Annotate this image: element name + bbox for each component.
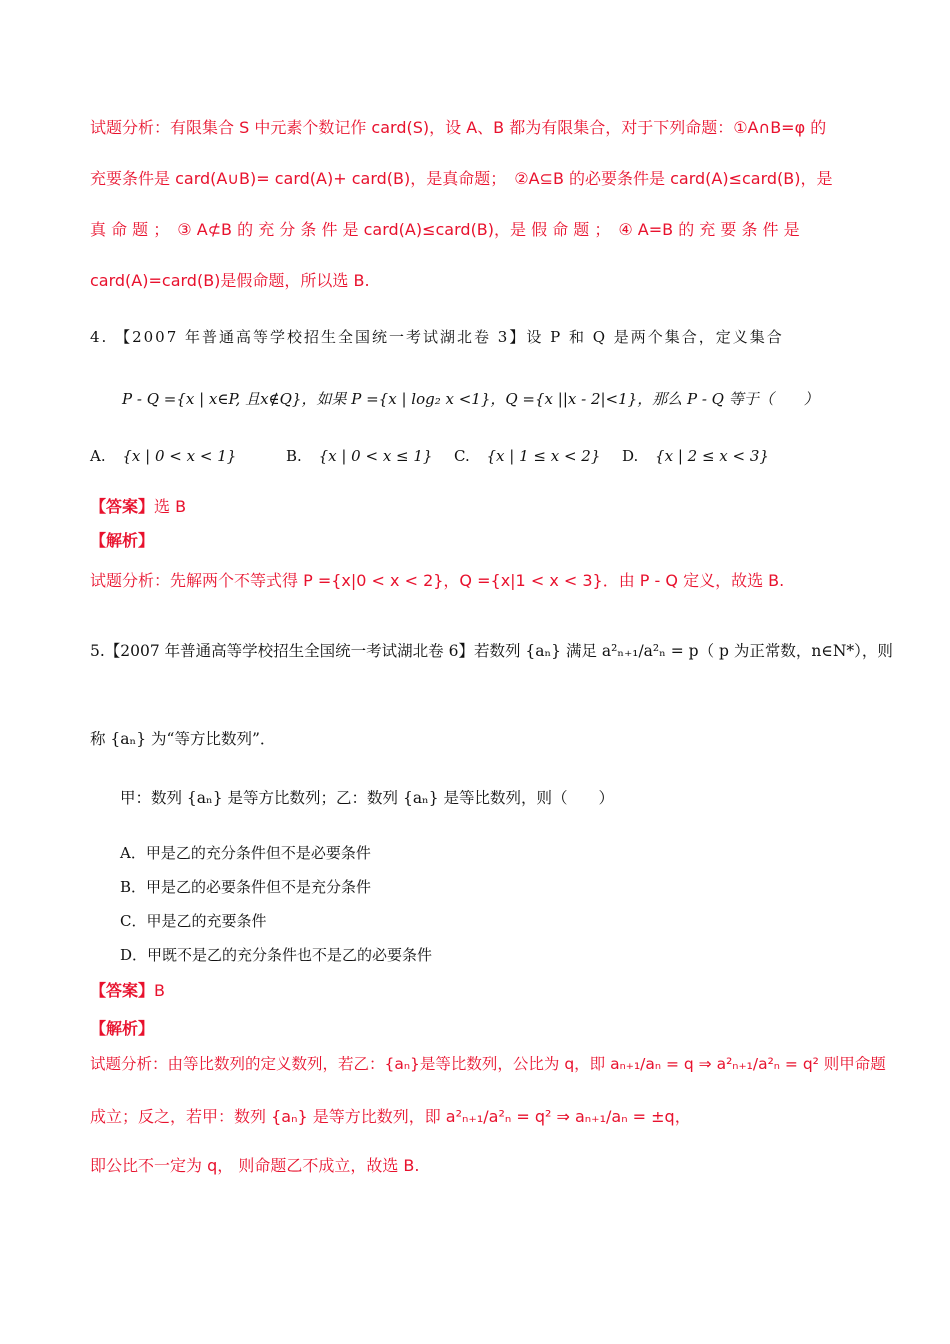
q4-definition: P - Q ={x | x∈P, 且x∉Q}，如果 P ={x | log₂ x <1}，Q ={x ||x - 2|<1}，那么 P - Q 等于（ ） — [122, 390, 819, 408]
q5-analysis-tag: 【解析】 — [90, 1019, 155, 1038]
q4-option-c: C. {x | 1 ≤ x < 2} — [454, 447, 601, 465]
q4-analysis: 试题分析：先解两个不等式得 P ={x|0 < x < 2}，Q ={x|1 < x < 3}．由 P - Q 定义，故选 B. — [90, 571, 785, 590]
q5-analysis-line2: 成立；反之，若甲：数列 {aₙ} 是等方比数列，即 a²ₙ₊₁/a²ₙ = q² ⇒ aₙ₊₁/aₙ = ±q， — [90, 1107, 691, 1126]
q3-analysis-line1: 试题分析：有限集合 S 中元素个数记作 card(S)，设 A、B 都为有限集合，对于下列命题：①A∩B=φ 的 — [90, 118, 827, 137]
q5-option-a: A．甲是乙的充分条件但不是必要条件 — [120, 844, 371, 862]
q4-answer: 【答案】选 B — [90, 497, 187, 516]
q5-analysis-line1: 试题分析：由等比数列的定义数列，若乙：{aₙ}是等比数列，公比为 q，即 aₙ₊₁/aₙ = q ⇒ a²ₙ₊₁/a²ₙ = q² 则甲命题 — [90, 1055, 886, 1073]
q5-option-d: D．甲既不是乙的充分条件也不是乙的必要条件 — [120, 946, 433, 964]
q5-title: 5.【2007 年普通高等学校招生全国统一考试湖北卷 6】若数列 {aₙ} 满足 a²ₙ₊₁/a²ₙ = p（ p 为正常数，n∈N*），则 — [90, 642, 893, 660]
q5-option-b: B．甲是乙的必要条件但不是充分条件 — [120, 878, 372, 896]
q4-option-a: A. {x | 0 < x < 1} — [90, 447, 237, 465]
q3-analysis-line3: 真 命 题 ； ③ A⊄B 的 充 分 条 件 是 card(A)≤card(B)，是 假 命 题 ； ④ A=B 的 充 要 条 件 是 — [90, 220, 800, 239]
q5-answer: 【答案】B — [90, 981, 165, 1000]
q4-title: 4. 【2007 年普通高等学校招生全国统一考试湖北卷 3】设 P 和 Q 是两个集合，定义集合 — [90, 328, 784, 346]
q3-analysis-line2: 充要条件是 card(A∪B)= card(A)+ card(B)，是真命题； ②A⊆B 的必要条件是 card(A)≤card(B)，是 — [90, 169, 833, 188]
q3-analysis-line4: card(A)=card(B)是假命题，所以选 B. — [90, 271, 370, 290]
q5-option-c: C．甲是乙的充要条件 — [120, 912, 267, 930]
q4-option-b: B. {x | 0 < x ≤ 1} — [286, 447, 433, 465]
q5-title-cont: 称 {aₙ} 为“等方比数列”． — [90, 730, 276, 748]
q5-analysis-line3: 即公比不一定为 q， 则命题乙不成立，故选 B. — [90, 1156, 420, 1175]
q5-stem: 甲：数列 {aₙ} 是等方比数列；乙：数列 {aₙ} 是等比数列，则（ ） — [120, 789, 615, 807]
q4-option-d: D. {x | 2 ≤ x < 3} — [622, 447, 769, 465]
q4-analysis-tag: 【解析】 — [90, 531, 155, 550]
